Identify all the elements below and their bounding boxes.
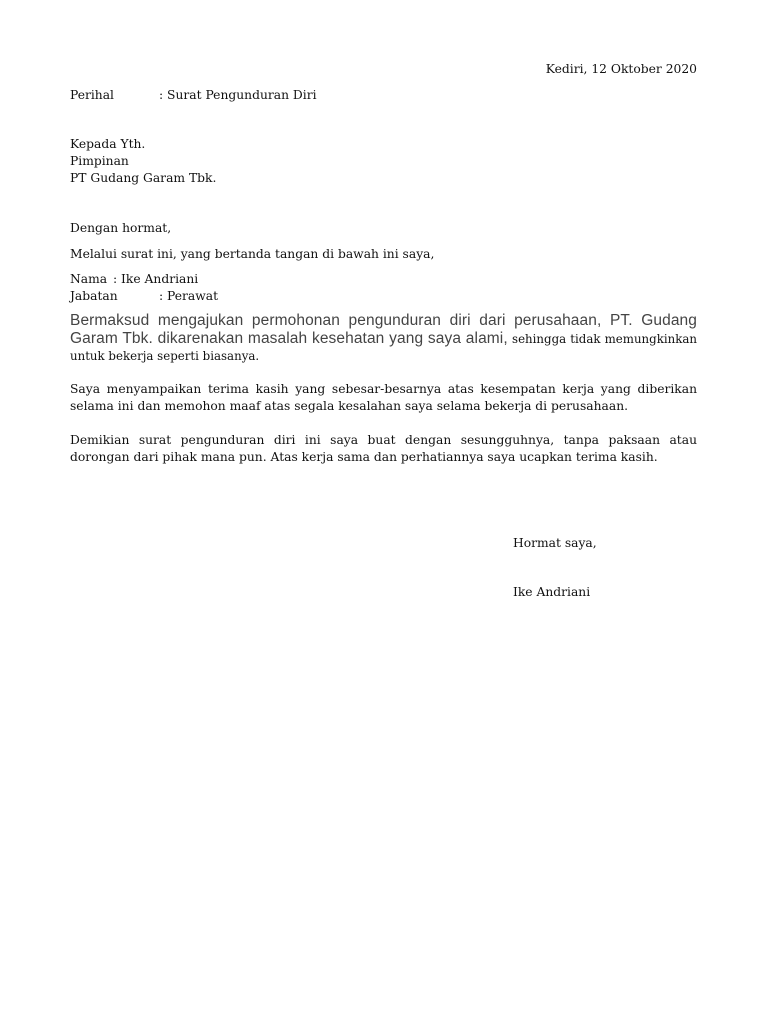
paragraph-2: Saya menyampaikan terima kasih yang sebesar-besarnya atas kesempatan kerja yang diberikan selama ini dan memohon maaf atas segala kesalahan saya selama bekerja di perusahaan. [70,382,697,413]
paragraph-3: Demikian surat pengunduran diri ini saya buat dengan sesungguhnya, tanpa paksaan atau dorongan dari pihak mana pun. Atas kerja sama dan perhatiannya saya ucapkan terima kasih. [70,433,697,464]
perihal-value: : Surat Pengunduran Diri [159,88,317,102]
jabatan-label: Jabatan [70,289,118,303]
paragraph-1-sans: Bermaksud mengajukan permohonan pengunduran diri dari perusahaan, PT. Gudang Garam Tbk. dikarenakan masalah kesehatan yang saya alami, [70,312,697,347]
perihal-label: Perihal [70,88,114,102]
closing: Hormat saya, [513,536,597,550]
paragraph-1 [70,312,697,365]
recipient-line: Pimpinan [70,154,129,168]
signature-name: Ike Andriani [513,585,591,599]
recipient-company: PT Gudang Garam Tbk. [70,171,217,185]
nama-value: : Ike Andriani [113,272,199,286]
recipient-line: Kepada Yth. [70,137,146,151]
letter-date: Kediri, 12 Oktober 2020 [545,62,697,76]
paragraph-1-serif: sehingga tidak memungkinkan untuk bekerja seperti biasanya. [70,332,697,363]
jabatan-value: : Perawat [159,289,219,303]
intro: Melalui surat ini, yang bertanda tangan di bawah ini saya, [70,247,435,261]
nama-label: Nama [70,272,108,286]
greeting: Dengan hormat, [70,221,172,235]
